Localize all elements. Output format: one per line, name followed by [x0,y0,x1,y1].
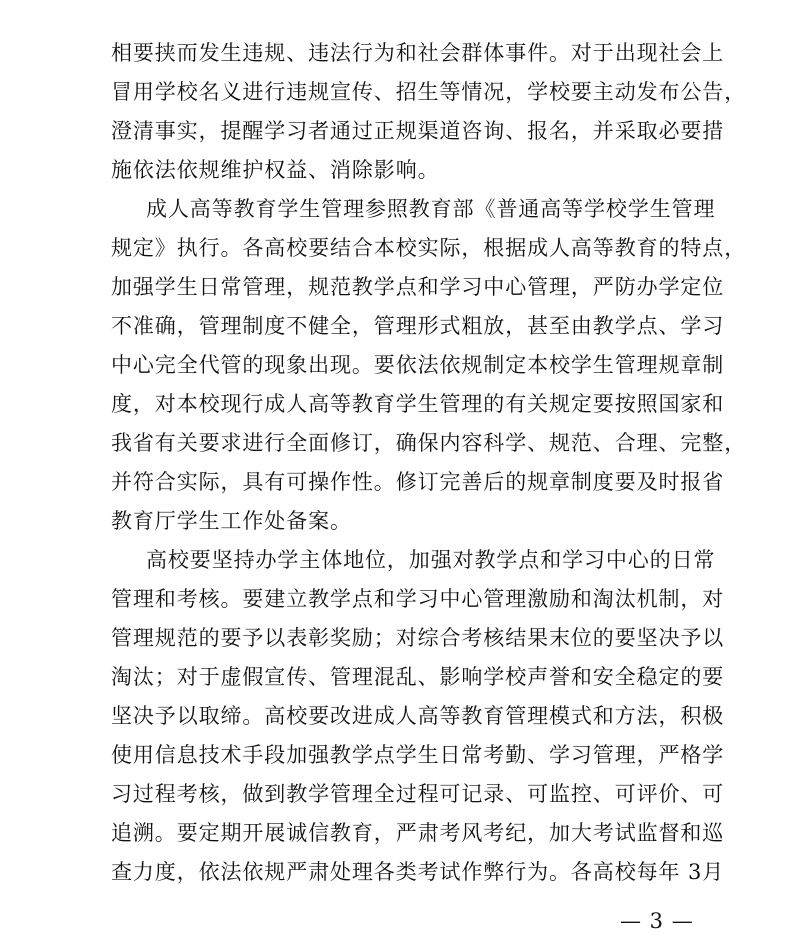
text-line-21: 追溯。要定期开展诚信教育，严肃考风考纪，加大考试监督和巡 [111,821,725,845]
text-line-19: 使用信息技术手段加强教学点学生日常考勤、学习管理，严格学 [111,743,725,767]
text-line-1: 相要挟而发生违规、违法行为和社会群体事件。对于出现社会上 [111,41,725,65]
text-line-16: 管理规范的要予以表彰奖励；对综合考核结果末位的要坚决予以 [111,626,725,650]
text-line-4: 施依法依规维护权益、消除影响。 [111,158,440,182]
text-line-20: 习过程考核，做到教学管理全过程可记录、可监控、可评价、可 [111,782,725,806]
text-line-6: 规定》执行。各高校要结合本校实际，根据成人高等教育的特点， [111,236,747,260]
text-line-11: 我省有关要求进行全面修订，确保内容科学、规范、合理、完整， [111,431,747,455]
text-line-8: 不准确，管理制度不健全，管理形式粗放，甚至由教学点、学习 [111,314,725,338]
paragraph-2-first-line: 成人高等教育学生管理参照教育部《普通高等学校学生管理 [146,197,716,221]
text-line-12: 并符合实际，具有可操作性。修订完善后的规章制度要及时报省 [111,470,725,494]
text-line-2: 冒用学校名义进行违规宣传、招生等情况，学校要主动发布公告， [111,80,747,104]
text-line-7: 加强学生日常管理，规范教学点和学习中心管理，严防办学定位 [111,275,725,299]
page-number: — 3 — [620,909,694,933]
text-line-15: 管理和考核。要建立教学点和学习中心管理激励和淘汰机制，对 [111,587,725,611]
paragraph-3-first-line: 高校要坚持办学主体地位，加强对教学点和学习中心的日常 [146,548,716,572]
text-line-10: 度，对本校现行成人高等教育学生管理的有关规定要按照国家和 [111,392,725,416]
text-line-3: 澄清事实，提醒学习者通过正规渠道咨询、报名，并采取必要措 [111,119,725,143]
text-line-22: 查力度，依法依规严肃处理各类考试作弊行为。各高校每年 3月 [111,860,725,884]
text-line-17: 淘汰；对于虚假宣传、管理混乱、影响学校声誉和安全稳定的要 [111,665,725,689]
text-line-9: 中心完全代管的现象出现。要依法依规制定本校学生管理规章制 [111,353,725,377]
text-line-18: 坚决予以取缔。高校要改进成人高等教育管理模式和方法，积极 [111,704,725,728]
text-line-13: 教育厅学生工作处备案。 [111,509,352,533]
